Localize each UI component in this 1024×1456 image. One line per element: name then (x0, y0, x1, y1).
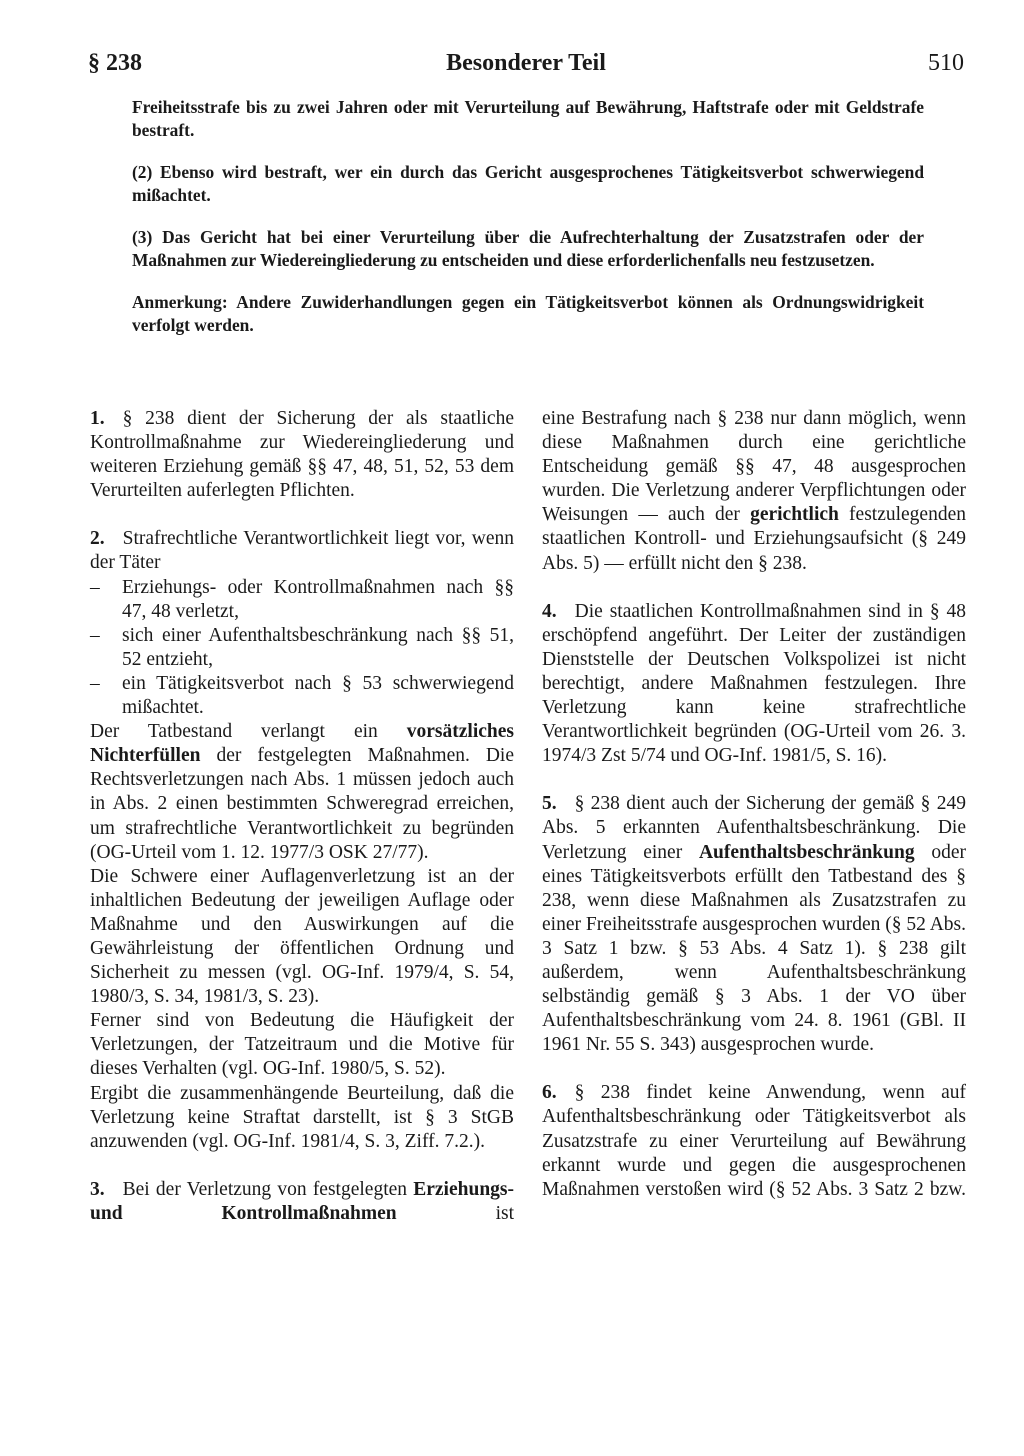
statute-paragraph-1: Freiheitsstrafe bis zu zwei Jahren oder mit Verurteilung auf Bewährung, Haftstrafe oder mit Geldstrafe bestraft. (132, 97, 924, 140)
commentary-paragraph: Ergibt die zusammenhängende Beurteilung, daß die Verletzung keine Straftat darstellt, ist § 3 StGB anzuwenden (vgl. OG-Inf. 1981/4, S. 3, Ziff. 7.2.). (90, 1082, 514, 1152)
part-title: Besonderer Teil (446, 50, 606, 76)
text-run: Der Tatbestand verlangt ein (90, 721, 407, 743)
text-run: ist (396, 1202, 514, 1224)
commentary-note-4 (542, 600, 966, 769)
text-run: eine Bestrafung nach § 238 nur dann möglich, wenn diese Maßnahmen durch eine gerichtliche Entscheidung gemäß §§ 47, 48 ausgesprochen wurden. Die Verletzung anderer Verpflichtungen oder Weisungen — auch der (542, 408, 966, 526)
commentary-note-5 (542, 792, 966, 1057)
list-item: – Erziehungs- oder Kontrollmaßnahmen nach §§ 47, 48 verletzt, (90, 576, 514, 624)
commentary-note-2-intro (90, 527, 514, 575)
note-number: 6. (542, 1082, 557, 1104)
note-number: 5. (542, 793, 557, 815)
note-number: 3. (90, 1178, 105, 1200)
text-run: festzulegenden staatlichen Kontroll- und Erziehungsaufsicht (§ 249 Abs. 5) — erfüllt nicht den § 238. (542, 504, 966, 574)
statute-paragraph-3: (3) Das Gericht hat bei einer Verurteilung über die Aufrechterhaltung der Zusatzstrafen oder der Maßnahmen zur Wiedereingliederung zu entscheiden und diese erforderlichenfalls neu festzusetzen. (132, 227, 924, 270)
note-text: Die staatlichen Kontrollmaßnahmen sind in § 48 erschöpfend angeführt. Der Leiter der zuständigen Dienststelle der Deutschen Volkspolizei ist nicht berechtigt, andere Maßnahmen festzulegen. Ihre Verletzung kann keine strafrechtliche Verantwortlichkeit begründen (OG-Urteil vom 26. 3. 1974/3 Zst 5/74 und OG-Inf. 1981/5, S. 16). (542, 600, 966, 767)
statute-note: Anmerkung: Andere Zuwiderhandlungen gegen ein Tätigkeitsverbot können als Ordnungswidrigkeit verfolgt werden. (132, 292, 924, 335)
list-item: – ein Tätigkeitsverbot nach § 53 schwerwiegend mißachtet. (90, 672, 514, 720)
commentary-paragraph (90, 720, 514, 865)
emphasis-text: vorsätzliches Nichterfüllen (90, 721, 514, 767)
note-text: § 238 dient der Sicherung der als staatliche Kontrollmaßnahme zur Wiedereingliederung und weiteren Erziehung gemäß §§ 47, 48, 51, 52, 53 dem Verurteilten auferlegten Pflichten. (90, 408, 514, 502)
emphasis-text: Erziehungs- und Kontrollmaßnahmen (90, 1178, 514, 1224)
text-run: § 238 dient auch der Sicherung der gemäß § 249 Abs. 5 erkannten Aufenthaltsbeschränkung. Die Verletzung einer (542, 793, 966, 863)
running-header (88, 50, 964, 84)
text-run: Bei der Verletzung von festgelegten (122, 1178, 414, 1200)
note-number: 1. (90, 408, 105, 429)
commentary-note-1 (90, 407, 514, 503)
statute-paragraph-2: (2) Ebenso wird bestraft, wer ein durch das Gericht ausgesprochenes Tätigkeitsverbot schwerwiegend mißachtet. (132, 162, 924, 205)
text-run: oder eines Tätigkeitsverbots erfüllt den Tatbestand des § 238, wenn diese Maßnahmen als Zusatzstrafen zu einer Freiheitsstrafe ausgesprochen wurden (§ 52 Abs. 3 Satz 1 bzw. § 53 Abs. 4 Satz 1). § 238 gilt außerdem, wenn Aufenthaltsbeschränkung selbständig gemäß § 3 Abs. 1 der VO über Aufenthaltsbeschränkung vom 24. 8. 1961 (GBl. II 1961 Nr. 55 S. 343) ausgesprochen wurde. (542, 841, 967, 1056)
commentary-column-left (90, 407, 514, 1226)
emphasis-text: Aufenthaltsbeschränkung (698, 841, 915, 863)
note-number: 4. (542, 600, 557, 622)
page-number: 510 (928, 50, 964, 76)
emphasis-text: gerichtlich (750, 504, 839, 526)
section-number: § 238 (88, 50, 142, 76)
text-run: der festgelegten Maßnahmen. Die Rechtsverletzungen nach Abs. 1 müssen jedoch auch in Abs. 2 einen bestimmten Schweregrad erreichen, um strafrechtliche Verantwortlichkeit zu begründen (OG-Urteil vom 1. 12. 1977/3 OSK 27/77). (90, 745, 514, 863)
commentary-note-3-continued (542, 407, 966, 576)
commentary-column-right (542, 407, 966, 1202)
statute-text (132, 96, 924, 356)
note-text: § 238 findet keine Anwendung, wenn auf Aufenthaltsbeschränkung oder Tätigkeitsverbot als Zusatzstrafe zu einer Verurteilung auf Bewährung erkannt wurde und gegen die ausgesprochenen Maßnahmen verstoßen wird (§ 52 Abs. 3 Satz 2 bzw. (542, 1082, 966, 1200)
commentary-note-3 (90, 1178, 514, 1226)
note-text: Strafrechtliche Verantwortlichkeit liegt vor, wenn der Täter (90, 528, 514, 574)
list-item: – sich einer Aufenthaltsbeschränkung nach §§ 51, 52 entzieht, (90, 624, 514, 672)
commentary-paragraph: Ferner sind von Bedeutung die Häufigkeit der Verletzungen, der Tatzeitraum und die Motive für dieses Verhalten (vgl. OG-Inf. 1980/5, S. 52). (90, 1010, 514, 1080)
dash-list (90, 576, 514, 721)
commentary-paragraph: Die Schwere einer Auflagenverletzung ist an der inhaltlichen Bedeutung der jeweiligen Auflage oder Maßnahme und den Auswirkungen auf die Gewährleistung der öffentlichen Ordnung und Sicherheit zu messen (vgl. OG-Inf. 1979/4, S. 54, 1980/3, S. 34, 1981/3, S. 23). (90, 865, 514, 1008)
note-number: 2. (90, 528, 105, 550)
commentary-note-6 (542, 1081, 966, 1201)
